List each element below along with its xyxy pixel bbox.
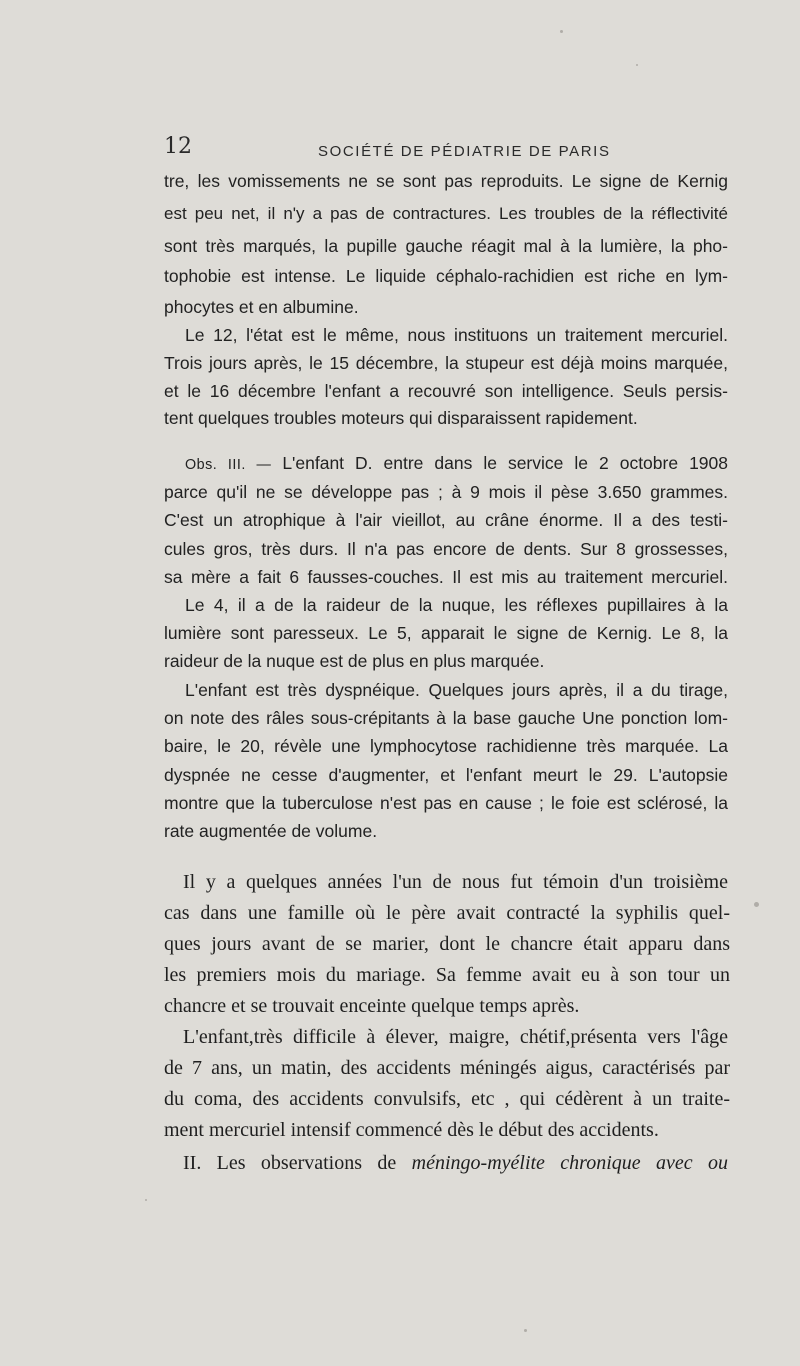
final-line-italic: méningo-myélite chronique avec ou [411, 1152, 729, 1174]
text-line: montre que la tuberculose n'est pas en cause ; le foie est sclérosé, la [164, 793, 728, 813]
scan-speck [524, 1329, 527, 1332]
text-line: ques jours avant de se marier, dont le chancre était apparu dans [164, 933, 730, 955]
text-line: parce qu'il ne se développe pas ; à 9 mois il pèse 3.650 grammes. [164, 482, 728, 502]
text-line: L'enfant,très difficile à élever, maigre, chétif,présenta vers l'âge [183, 1026, 728, 1048]
text-line: et le 16 décembre l'enfant a recouvré son intelligence. Seuls persis- [164, 381, 728, 401]
obs-text: L'enfant D. entre dans le service le 2 octobre 1908 [282, 453, 729, 473]
text-line: L'enfant est très dyspnéique. Quelques jours après, il a du tirage, [185, 680, 728, 700]
text-line: rate augmentée de volume. [164, 821, 378, 841]
text-line: lumière sont paresseux. Le 5, apparait le signe de Kernig. Le 8, la [164, 623, 728, 643]
text-line: chancre et se trouvait enceinte quelque temps après. [164, 995, 580, 1017]
text-line: tre, les vomissements ne se sont pas reproduits. Le signe de Kernig [164, 171, 728, 191]
text-line: du coma, des accidents convulsifs, etc , qui cédèrent à un traite- [164, 1088, 730, 1110]
text-line: ment mercuriel intensif commencé dès le début des accidents. [164, 1119, 659, 1141]
final-line [183, 1152, 728, 1175]
text-line: C'est un atrophique à l'air vieillot, au crâne énorme. Il a des testi- [164, 510, 728, 530]
text-line: Le 4, il a de la raideur de la nuque, les réflexes pupillaires à la [185, 595, 728, 615]
text-line: est peu net, il n'y a pas de contractures. Les troubles de la réflectivité [164, 204, 728, 223]
scan-speck [636, 64, 638, 66]
running-head: SOCIÉTÉ DE PÉDIATRIE DE PARIS [318, 143, 611, 160]
obs-label: Obs. III. — [185, 457, 272, 473]
scan-speck [560, 30, 563, 33]
obs-heading-line [185, 453, 728, 474]
text-line: phocytes et en albumine. [164, 297, 359, 317]
text-line: tent quelques troubles moteurs qui disparaissent rapidement. [164, 408, 638, 428]
text-line: dyspnée ne cesse d'augmenter, et l'enfant meurt le 29. L'autopsie [164, 765, 728, 785]
text-line: Le 12, l'état est le même, nous instituons un traitement mercuriel. [185, 325, 728, 345]
text-line: les premiers mois du mariage. Sa femme avait eu à son tour un [164, 964, 730, 986]
text-line: sa mère a fait 6 fausses-couches. Il est mis au traitement mercuriel. [164, 567, 728, 587]
text-line: on note des râles sous-crépitants à la base gauche Une ponction lom- [164, 708, 728, 728]
scan-speck [145, 1199, 147, 1201]
text-line: sont très marqués, la pupille gauche réagit mal à la lumière, la pho- [164, 236, 728, 256]
text-line: raideur de la nuque est de plus en plus marquée. [164, 651, 545, 671]
text-line: Trois jours après, le 15 décembre, la stupeur est déjà moins marquée, [164, 353, 728, 373]
text-line: tophobie est intense. Le liquide céphalo-rachidien est riche en lym- [164, 266, 728, 286]
text-line: Il y a quelques années l'un de nous fut témoin d'un troisième [183, 871, 728, 893]
text-line: cules gros, très durs. Il n'a pas encore de dents. Sur 8 grossesses, [164, 539, 728, 559]
text-line: de 7 ans, un matin, des accidents méningés aigus, caractérisés par [164, 1057, 730, 1079]
scan-speck [754, 902, 759, 907]
page-number: 12 [164, 134, 192, 159]
final-line-lead: II. Les observations de [183, 1152, 397, 1174]
text-line: baire, le 20, révèle une lymphocytose rachidienne très marquée. La [164, 736, 728, 756]
text-line: cas dans une famille où le père avait contracté la syphilis quel- [164, 902, 730, 924]
